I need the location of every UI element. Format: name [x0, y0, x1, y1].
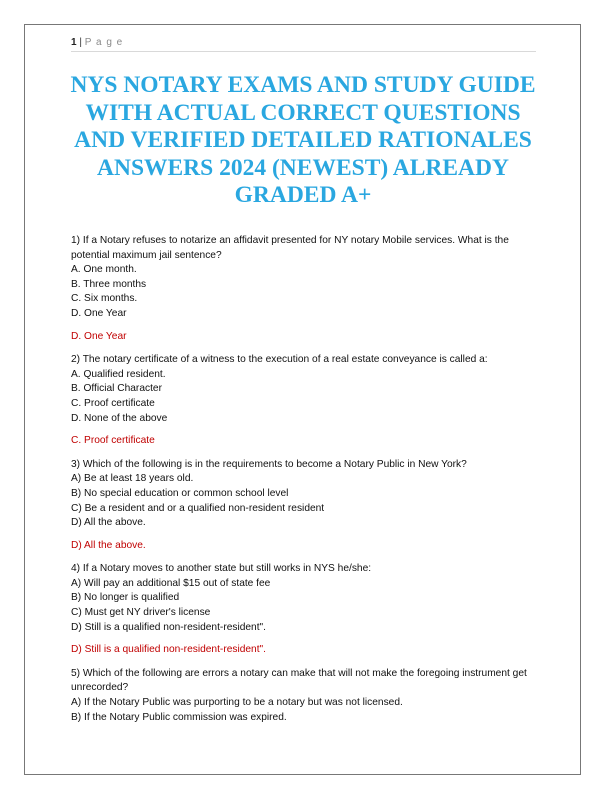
answer-option: D) Still is a qualified non-resident-resident".: [71, 621, 267, 633]
answer-option: A. One month.: [71, 264, 137, 276]
questions-list: [71, 234, 541, 725]
page-header: [71, 37, 536, 52]
answer-option: B) No special education or common school level: [71, 487, 289, 499]
answer-option: A) Will pay an additional $15 out of state fee: [71, 577, 271, 589]
answer-option: B. Three months: [71, 278, 147, 290]
page-number: 1: [71, 37, 77, 48]
answer-option: C. Six months.: [71, 293, 138, 305]
answer-option: A) If the Notary Public was purporting to be a notary but was not licensed.: [71, 697, 403, 709]
question-text: 5) Which of the following are errors a notary can make that will not make the foregoing instrument get unrecorded?: [71, 667, 527, 694]
answer-option: C) Must get NY driver's license: [71, 607, 211, 619]
question-text: 3) Which of the following is in the requirements to become a Notary Public in New York?: [71, 458, 467, 470]
page-separator: |: [76, 37, 85, 48]
answer-option: A. Qualified resident.: [71, 368, 166, 380]
correct-answer: D) All the above.: [71, 539, 146, 551]
page-label: P a g e: [84, 37, 124, 48]
answer-option: D. One Year: [71, 307, 127, 319]
answer-option: D. None of the above: [71, 412, 168, 424]
document-title: NYS NOTARY EXAMS AND STUDY GUIDE WITH ACTUAL CORRECT QUESTIONS AND VERIFIED DETAILED RATIONALES ANSWERS 2024 (NEWEST) ALREADY GRADED A+: [70, 72, 536, 208]
answer-option: D) All the above.: [71, 517, 146, 529]
correct-answer: C. Proof certificate: [71, 435, 155, 447]
answer-option: B) If the Notary Public commission was expired.: [71, 711, 287, 723]
answer-option: A) Be at least 18 years old.: [71, 473, 194, 485]
answer-option: B) No longer is qualified: [71, 592, 180, 604]
question-text: 2) The notary certificate of a witness to the execution of a real estate conveyance is called a:: [71, 354, 488, 366]
question-text: 1) If a Notary refuses to notarize an affidavit presented for NY notary Mobile services. What is the potential maximum jail sentence?: [71, 235, 509, 261]
correct-answer: D. One Year: [71, 330, 127, 342]
question-text: 4) If a Notary moves to another state but still works in NYS he/she:: [71, 563, 372, 575]
correct-answer: D) Still is a qualified non-resident-resident".: [71, 644, 267, 656]
answer-option: B. Official Character: [71, 383, 162, 395]
answer-option: C) Be a resident and or a qualified non-resident resident: [71, 502, 325, 514]
answer-option: C. Proof certificate: [71, 397, 155, 409]
